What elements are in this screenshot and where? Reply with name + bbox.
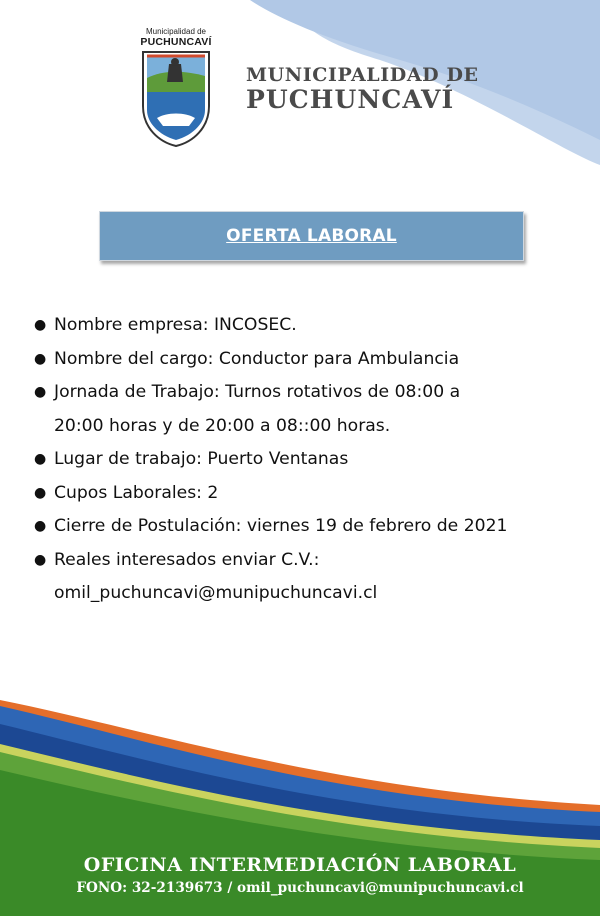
crest-name: PUCHUNCAVÍ <box>140 36 212 48</box>
list-item-text: Jornada de Trabajo: Turnos rotativos de 08:00 a <box>54 382 461 402</box>
list-item-text-continued: 20:00 horas y de 20:00 a 08::00 horas. <box>54 415 391 436</box>
offer-details-list <box>33 309 583 611</box>
list-item-location <box>33 443 583 477</box>
list-item-deadline <box>33 510 583 544</box>
bullet-icon: ● <box>34 451 47 467</box>
list-item-apply <box>33 544 583 611</box>
offer-title: OFERTA LABORAL <box>226 226 397 246</box>
crest-top-label: Municipalidad de <box>145 27 207 36</box>
bullet-icon: ● <box>34 317 47 333</box>
bullet-icon: ● <box>34 551 47 568</box>
list-item-position <box>33 343 583 377</box>
list-item-schedule <box>33 376 583 443</box>
bullet-icon: ● <box>34 384 47 400</box>
footer-title: OFICINA INTERMEDIACIÓN LABORAL <box>83 854 517 876</box>
list-item-text: Nombre del cargo: Conductor para Ambulancia <box>54 348 460 369</box>
list-item-text: Lugar de trabajo: Puerto Ventanas <box>54 449 349 469</box>
bullet-icon: ● <box>34 518 47 534</box>
apply-email-link[interactable]: omil_puchuncavi@munipuchuncavi.cl <box>54 583 378 603</box>
list-item-text: Nombre empresa: INCOSEC. <box>54 315 297 335</box>
bullet-icon: ● <box>34 484 47 501</box>
municipality-name: PUCHUNCAVÍ <box>246 85 455 114</box>
bullet-icon: ● <box>34 350 47 367</box>
municipality-label: MUNICIPALIDAD DE <box>246 64 479 86</box>
offer-title-box <box>99 211 524 261</box>
list-item-text: Cierre de Postulación: viernes 19 de febrero de 2021 <box>54 516 508 536</box>
footer-contact: FONO: 32-2139673 / omil_puchuncavi@munipuchuncavi.cl <box>76 880 524 896</box>
list-item-text: Reales interesados enviar C.V.: <box>54 549 320 570</box>
list-item-company <box>33 309 583 343</box>
list-item-text: Cupos Laborales: 2 <box>54 482 219 503</box>
list-item-vacancies <box>33 477 583 511</box>
